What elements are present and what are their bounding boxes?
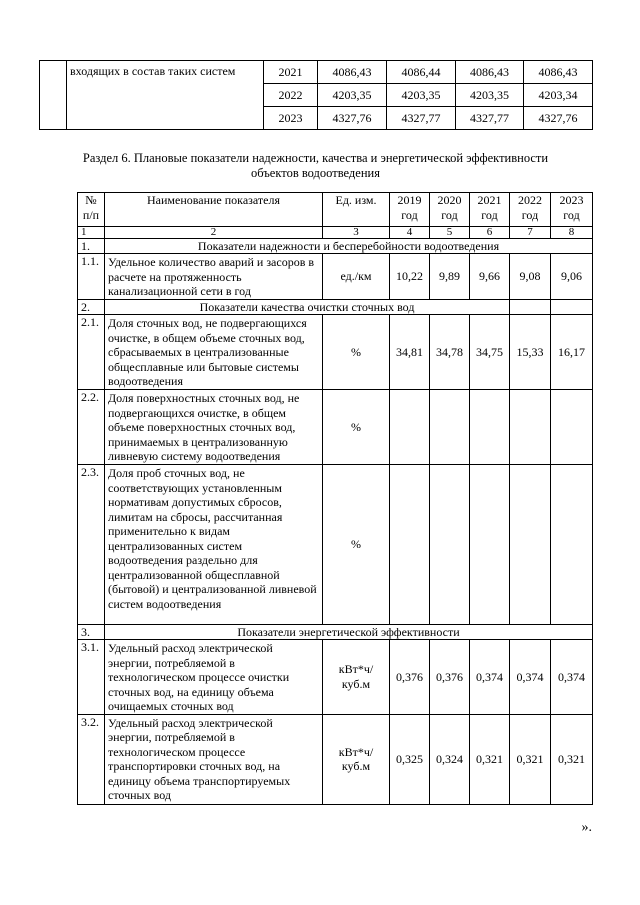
top-year: 2021 xyxy=(264,61,318,84)
top-year: 2023 xyxy=(264,107,318,130)
row-value: 0,321 xyxy=(510,714,551,804)
table-row xyxy=(78,465,593,625)
row-value: 10,22 xyxy=(390,254,430,300)
row-value xyxy=(430,390,470,465)
section-title: Показатели надежности и бесперебойности водоотведения xyxy=(105,239,593,254)
row-value xyxy=(470,390,510,465)
row-value xyxy=(551,465,593,625)
indicators-table xyxy=(77,192,593,805)
row-value: 0,325 xyxy=(390,714,430,804)
row-value: 15,33 xyxy=(510,315,551,390)
top-value: 4203,35 xyxy=(387,84,456,107)
table-row xyxy=(78,390,593,465)
row-unit: кВт*ч/куб.м xyxy=(323,714,390,804)
row-name: Доля поверхностных сточных вод, не подвергающихся очистке, в общем объеме поверхностных сточных вод, принимаемых в централизованную ливневую систему водоотведения xyxy=(105,390,323,465)
top-value: 4327,77 xyxy=(456,107,524,130)
section-row xyxy=(78,625,593,640)
top-value: 4086,43 xyxy=(524,61,593,84)
empty-cell xyxy=(551,300,593,315)
header-year: 2019 год xyxy=(390,193,430,227)
column-number: 5 xyxy=(430,227,470,239)
top-table xyxy=(39,60,593,130)
header-year: 2020 год xyxy=(430,193,470,227)
row-value: 34,78 xyxy=(430,315,470,390)
top-description: входящих в состав таких систем xyxy=(67,61,264,130)
row-value: 9,06 xyxy=(551,254,593,300)
row-value: 9,66 xyxy=(470,254,510,300)
section-heading-line1: Раздел 6. Плановые показатели надежности, качества и энергетической эффективности xyxy=(82,151,549,165)
row-name: Удельное количество аварий и засоров в расчете на протяженность канализационной сети в год xyxy=(105,254,323,300)
row-name: Доля сточных вод, не подвергающихся очистке, в общем объеме сточных вод, сбрасываемых в централизованные общесплавные или бытовые системы водоотведения xyxy=(105,315,323,390)
row-value: 34,75 xyxy=(470,315,510,390)
row-num: 2.3. xyxy=(78,465,105,625)
header-unit: Ед. изм. xyxy=(323,193,390,227)
column-number: 6 xyxy=(470,227,510,239)
section-num: 2. xyxy=(78,300,105,315)
table-row xyxy=(78,254,593,300)
table-row xyxy=(78,714,593,804)
column-number-row xyxy=(78,227,593,239)
top-year: 2022 xyxy=(264,84,318,107)
top-value: 4327,77 xyxy=(387,107,456,130)
row-value: 16,17 xyxy=(551,315,593,390)
row-value: 0,374 xyxy=(470,640,510,715)
row-value xyxy=(510,390,551,465)
column-number: 1 xyxy=(78,227,105,239)
top-value: 4327,76 xyxy=(318,107,387,130)
row-value: 0,374 xyxy=(510,640,551,715)
row-value xyxy=(510,465,551,625)
row-value xyxy=(430,465,470,625)
section-title: Показатели энергетической эффективности xyxy=(105,625,593,640)
row-value xyxy=(390,390,430,465)
row-num: 3.2. xyxy=(78,714,105,804)
row-num: 1.1. xyxy=(78,254,105,300)
top-value: 4203,35 xyxy=(318,84,387,107)
row-value: 0,321 xyxy=(551,714,593,804)
top-value: 4086,43 xyxy=(318,61,387,84)
row-unit: % xyxy=(323,390,390,465)
top-value: 4203,35 xyxy=(456,84,524,107)
row-unit: ед./км xyxy=(323,254,390,300)
section-row xyxy=(78,239,593,254)
header-num: № п/п xyxy=(78,193,105,227)
header-year: 2021 год xyxy=(470,193,510,227)
table-row xyxy=(40,61,593,84)
row-value: 0,376 xyxy=(430,640,470,715)
header-name: Наименование показателя xyxy=(105,193,323,227)
row-num: 3.1. xyxy=(78,640,105,715)
row-value xyxy=(470,465,510,625)
section-heading-line2: объектов водоотведения xyxy=(251,166,380,180)
column-number: 7 xyxy=(510,227,551,239)
closing-quote-mark: ». xyxy=(581,820,592,835)
row-value xyxy=(551,390,593,465)
section-num: 3. xyxy=(78,625,105,640)
header-year: 2023 год xyxy=(551,193,593,227)
row-value: 0,321 xyxy=(470,714,510,804)
empty-cell xyxy=(510,300,551,315)
row-num: 2.1. xyxy=(78,315,105,390)
row-name: Доля проб сточных вод, не соответствующих установленным нормативам допустимых сбросов, лимитам на сбросы, рассчитанная применительно к видам централизованных систем водоотведения раздельно для централизованной общесплавной (бытовой) и централизованной ливневой систем водоотведения xyxy=(105,465,323,625)
column-number: 2 xyxy=(105,227,323,239)
row-value: 9,89 xyxy=(430,254,470,300)
top-value: 4327,76 xyxy=(524,107,593,130)
row-unit: кВт*ч/куб.м xyxy=(323,640,390,715)
table-row xyxy=(78,315,593,390)
top-num-cell xyxy=(40,61,67,130)
header-row xyxy=(78,193,593,227)
row-value xyxy=(390,465,430,625)
row-value: 0,376 xyxy=(390,640,430,715)
header-year: 2022 год xyxy=(510,193,551,227)
row-value: 9,08 xyxy=(510,254,551,300)
column-number: 3 xyxy=(323,227,390,239)
row-value: 0,324 xyxy=(430,714,470,804)
table-row xyxy=(78,640,593,715)
top-value: 4203,34 xyxy=(524,84,593,107)
row-num: 2.2. xyxy=(78,390,105,465)
row-unit: % xyxy=(323,315,390,390)
top-value: 4086,43 xyxy=(456,61,524,84)
row-value: 34,81 xyxy=(390,315,430,390)
row-unit: % xyxy=(323,465,390,625)
section-num: 1. xyxy=(78,239,105,254)
section-title: Показатели качества очистки сточных вод xyxy=(105,300,510,315)
row-value: 0,374 xyxy=(551,640,593,715)
row-name: Удельный расход электрической энергии, потребляемой в технологическом процессе очистки сточных вод, на единицу объема очищаемых сточных вод xyxy=(105,640,323,715)
row-name: Удельный расход электрической энергии, потребляемой в технологическом процессе транспортировки сточных вод, на единицу объема транспортируемых сточных вод xyxy=(105,714,323,804)
column-number: 8 xyxy=(551,227,593,239)
section-row xyxy=(78,300,593,315)
top-value: 4086,44 xyxy=(387,61,456,84)
column-number: 4 xyxy=(390,227,430,239)
section-heading xyxy=(39,151,592,181)
